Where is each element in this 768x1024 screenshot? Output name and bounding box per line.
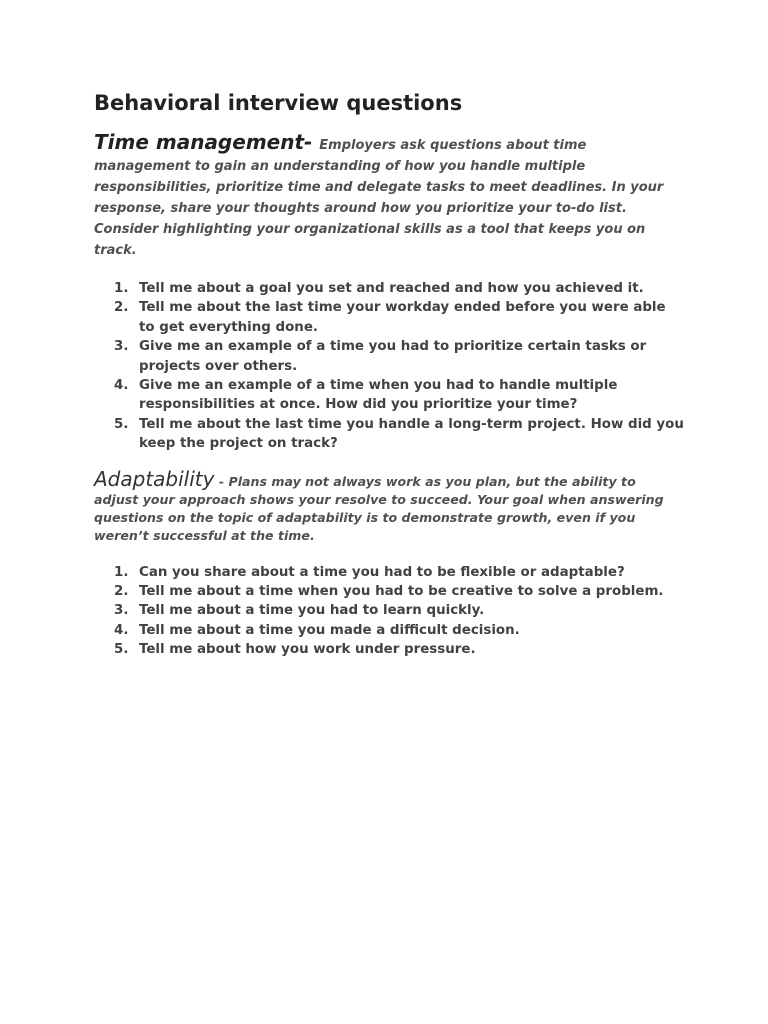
question-text: Tell me about a goal you set and reached and how you achieved it.	[139, 281, 644, 296]
section-adaptability	[94, 466, 684, 660]
section-intro	[94, 132, 684, 261]
list-number: 4.	[114, 378, 129, 394]
list-number: 1.	[114, 281, 129, 296]
question-text: Tell me about a time you had to learn quickly.	[139, 603, 485, 619]
question-text: Tell me about how you work under pressure.	[139, 642, 476, 658]
section-intro-text: Plans may not always work as you plan, but the ability to adjust your approach shows your resolve to succeed. Your goal when answering questions on the topic of adaptability is to demonstrate growth, even if you weren’t successful at the time.	[94, 473, 664, 543]
list-item	[94, 415, 684, 454]
section-heading: Time management	[94, 130, 305, 154]
list-number: 5.	[114, 642, 129, 658]
list-item	[94, 621, 684, 640]
list-number: 3.	[114, 339, 129, 355]
section-heading: Adaptability	[94, 466, 215, 491]
list-number: 1.	[114, 564, 129, 580]
question-list	[94, 563, 684, 660]
heading-separator: -	[214, 473, 229, 489]
list-number: 4.	[114, 622, 129, 638]
question-text: Tell me about the last time you handle a long-term project. How did you keep the project on track?	[139, 416, 684, 452]
document-title: Behavioral interview questions	[94, 91, 463, 115]
question-text: Tell me about a time when you had to be creative to solve a problem.	[139, 584, 664, 600]
question-text: Tell me about the last time your workday ended before you were able to get everything done.	[139, 300, 666, 335]
list-number: 3.	[114, 603, 129, 619]
section-time-management	[94, 132, 684, 454]
question-text: Give me an example of a time when you had to handle multiple responsibilities at once. How did you prioritize your time?	[139, 378, 618, 413]
list-item	[94, 279, 684, 298]
list-item	[94, 640, 684, 659]
question-text: Tell me about a time you made a difficult decision.	[139, 622, 520, 638]
question-list	[94, 279, 684, 454]
list-number: 2.	[114, 584, 129, 600]
list-item	[94, 376, 684, 415]
question-text: Can you share about a time you had to be flexible or adaptable?	[139, 564, 625, 580]
section-intro	[94, 466, 684, 545]
list-item	[94, 563, 684, 582]
list-item	[94, 298, 684, 337]
question-text: Give me an example of a time you had to prioritize certain tasks or projects over others.	[139, 339, 647, 374]
list-number: 5.	[114, 416, 129, 432]
list-item	[94, 582, 684, 601]
section-intro-text: Employers ask questions about time management to gain an understanding of how you handle multiple responsibilities, prioritize time and delegate tasks to meet deadlines. In your response, share your thoughts around how you prioritize your to-do list. Consider highlighting your organizational skills as a tool that keeps you on track.	[94, 138, 664, 258]
list-number: 2.	[114, 300, 129, 316]
list-item	[94, 337, 684, 376]
document-page	[94, 88, 684, 660]
heading-separator: -	[304, 130, 320, 154]
list-item	[94, 601, 684, 620]
